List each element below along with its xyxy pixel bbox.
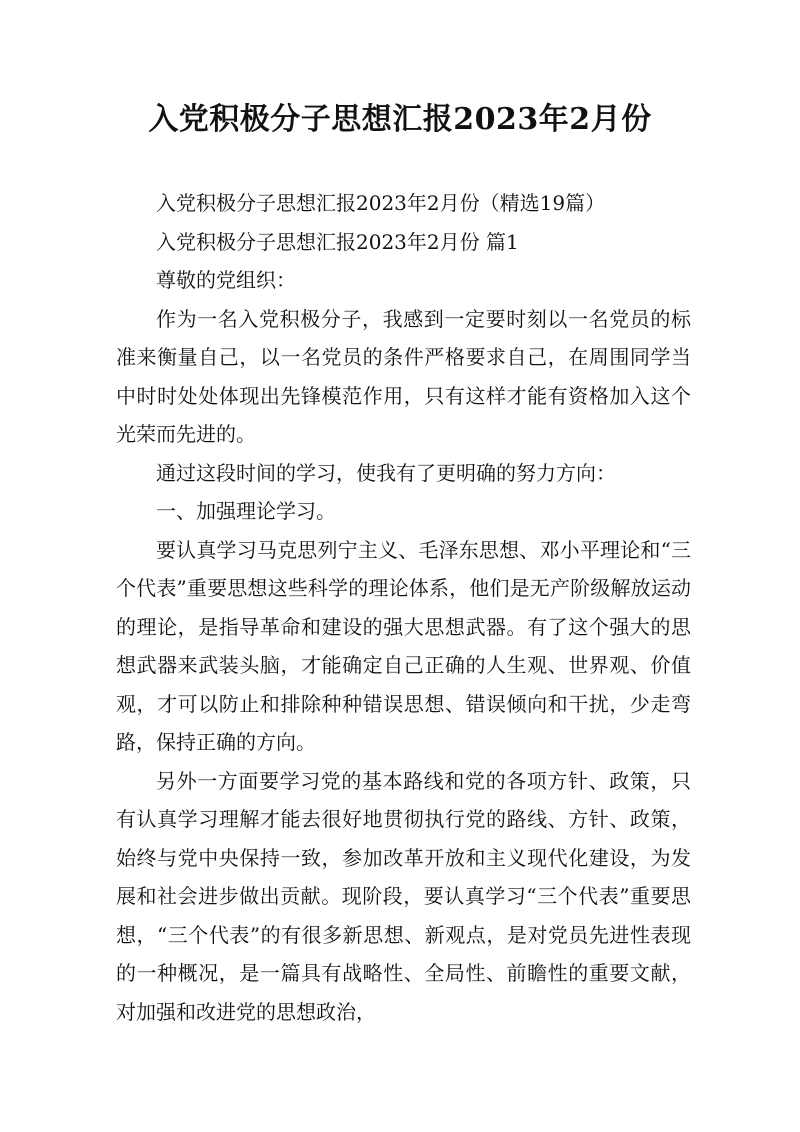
body-paragraph: 要认真学习马克思列宁主义、毛泽东思想、邓小平理论和“三个代表”重要思想这些科学的理论体系，他们是无产阶级解放运动的理论，是指导革命和建设的强大思想武器。有了这个强大的思想武器来武装头脑，才能确定自己正确的人生观、世界观、价值观，才可以防止和排除种种错误思想、错误倾向和干扰，少走弯路，保持正确的方向。 [116, 537, 691, 754]
body-paragraph: 作为一名入党积极分子，我感到一定要时刻以一名党员的标准来衡量自己，以一名党员的条件严格要求自己，在周围同学当中时时处处体现出先锋模范作用，只有这样才能有资格加入这个光荣而先进的。 [116, 306, 691, 446]
salutation-paragraph: 尊敬的党组织： [156, 268, 296, 292]
list-heading-paragraph: 一、加强理论学习。 [156, 499, 336, 523]
body-paragraph: 通过这段时间的学习，使我有了更明确的努力方向： [156, 460, 616, 485]
document-body [116, 184, 691, 1031]
document-title: 入党积极分子思想汇报2023年2月份 [148, 102, 652, 137]
body-paragraph: 另外一方面要学习党的基本路线和党的各项方针、政策，只有认真学习理解才能去很好地贯彻执行党的路线、方针、政策，始终与党中央保持一致，参加改革开放和主义现代化建设，为发展和社会进步做出贡献。现阶段，要认真学习“三个代表”重要思想，“三个代表”的有很多新思想、新观点，是对党员先进性表现的一种概况，是一篇具有战略性、全局性、前瞻性的重要文献，对加强和改进党的思想政治， [116, 768, 691, 1024]
section-heading-paragraph: 入党积极分子思想汇报2023年2月份 篇1 [156, 229, 519, 254]
subtitle-paragraph: 入党积极分子思想汇报2023年2月份（精选19篇） [156, 191, 606, 215]
